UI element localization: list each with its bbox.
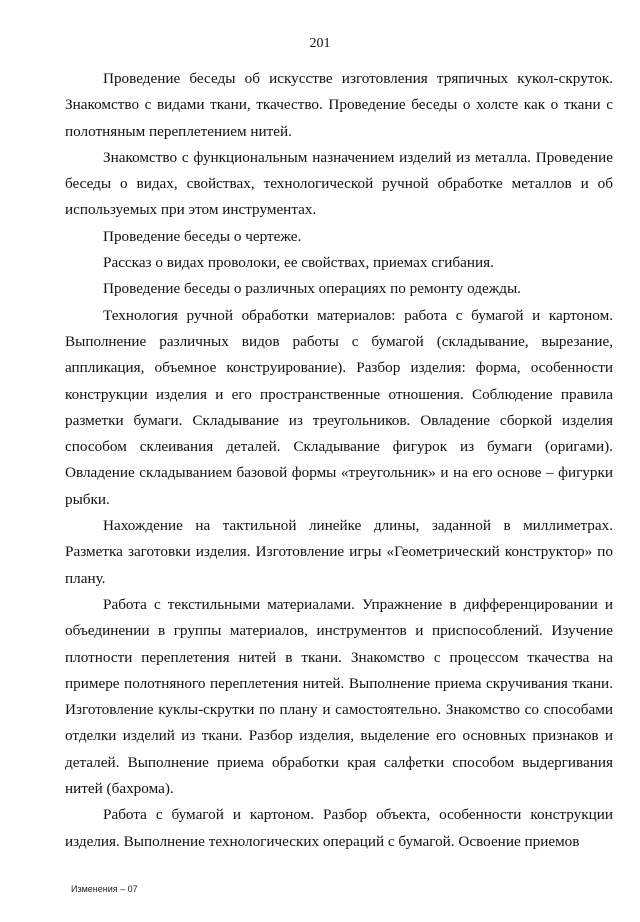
page-number: 201 bbox=[309, 36, 331, 51]
paragraph-1: Проведение беседы об искусстве изготовления тряпичных кукол-скруток. Знакомство с видами ткани, ткачество. Проведение беседы о холсте как о ткани с полотняным переплетением нитей. bbox=[65, 70, 613, 140]
document-body bbox=[65, 66, 613, 855]
paragraph-7: Нахождение на тактильной линейке длины, заданной в миллиметрах. Разметка заготовки изделия. Изготовление игры «Геометрический конструктор» по плану. bbox=[65, 517, 613, 587]
paragraph-4: Рассказ о видах проволоки, ее свойствах, приемах сгибания. bbox=[103, 254, 494, 272]
page-footer: Изменения – 07 bbox=[71, 884, 138, 894]
paragraph-5: Проведение беседы о различных операциях по ремонту одежды. bbox=[103, 280, 521, 298]
paragraph-2: Знакомство с функциональным назначением изделий из металла. Проведение беседы о видах, свойствах, технологической ручной обработке металлов и об используемых при этом инструментах. bbox=[65, 148, 613, 219]
paragraph-3: Проведение беседы о чертеже. bbox=[103, 227, 302, 245]
paragraph-9: Работа с бумагой и картоном. Разбор объекта, особенности конструкции изделия. Выполнение технологических операций с бумагой. Освоение приемов bbox=[65, 806, 613, 850]
paragraph-6: Технология ручной обработки материалов: работа с бумагой и картоном. Выполнение различных видов работы с бумагой (складывание, вырезание, аппликация, объемное конструирование). Разбор изделия: форма, особенности конструкции изделия и его пространственные отношения. Соблюдение правила разметки бумаги. Складывание из треугольников. Овладение сборкой изделия способом склеивания деталей. Складывание фигурок из бумаги (оригами). Овладение складыванием базовой формы «треугольник» и на его основе – фигурки рыбки. bbox=[65, 306, 613, 508]
paragraph-8: Работа с текстильными материалами. Упражнение в дифференцировании и объединении в группы материалов, инструментов и приспособлений. Изучение плотности переплетения нитей в ткани. Знакомство с процессом ткачества на примере полотняного переплетения нитей. Выполнение приема скручивания ткани. Изготовление куклы-скрутки по плану и самостоятельно. Знакомство со способами отделки изделий из ткани. Разбор изделия, выделение его основных признаков и деталей. Выполнение приема обработки края салфетки способом выдергивания нитей (бахрома). bbox=[65, 595, 613, 798]
